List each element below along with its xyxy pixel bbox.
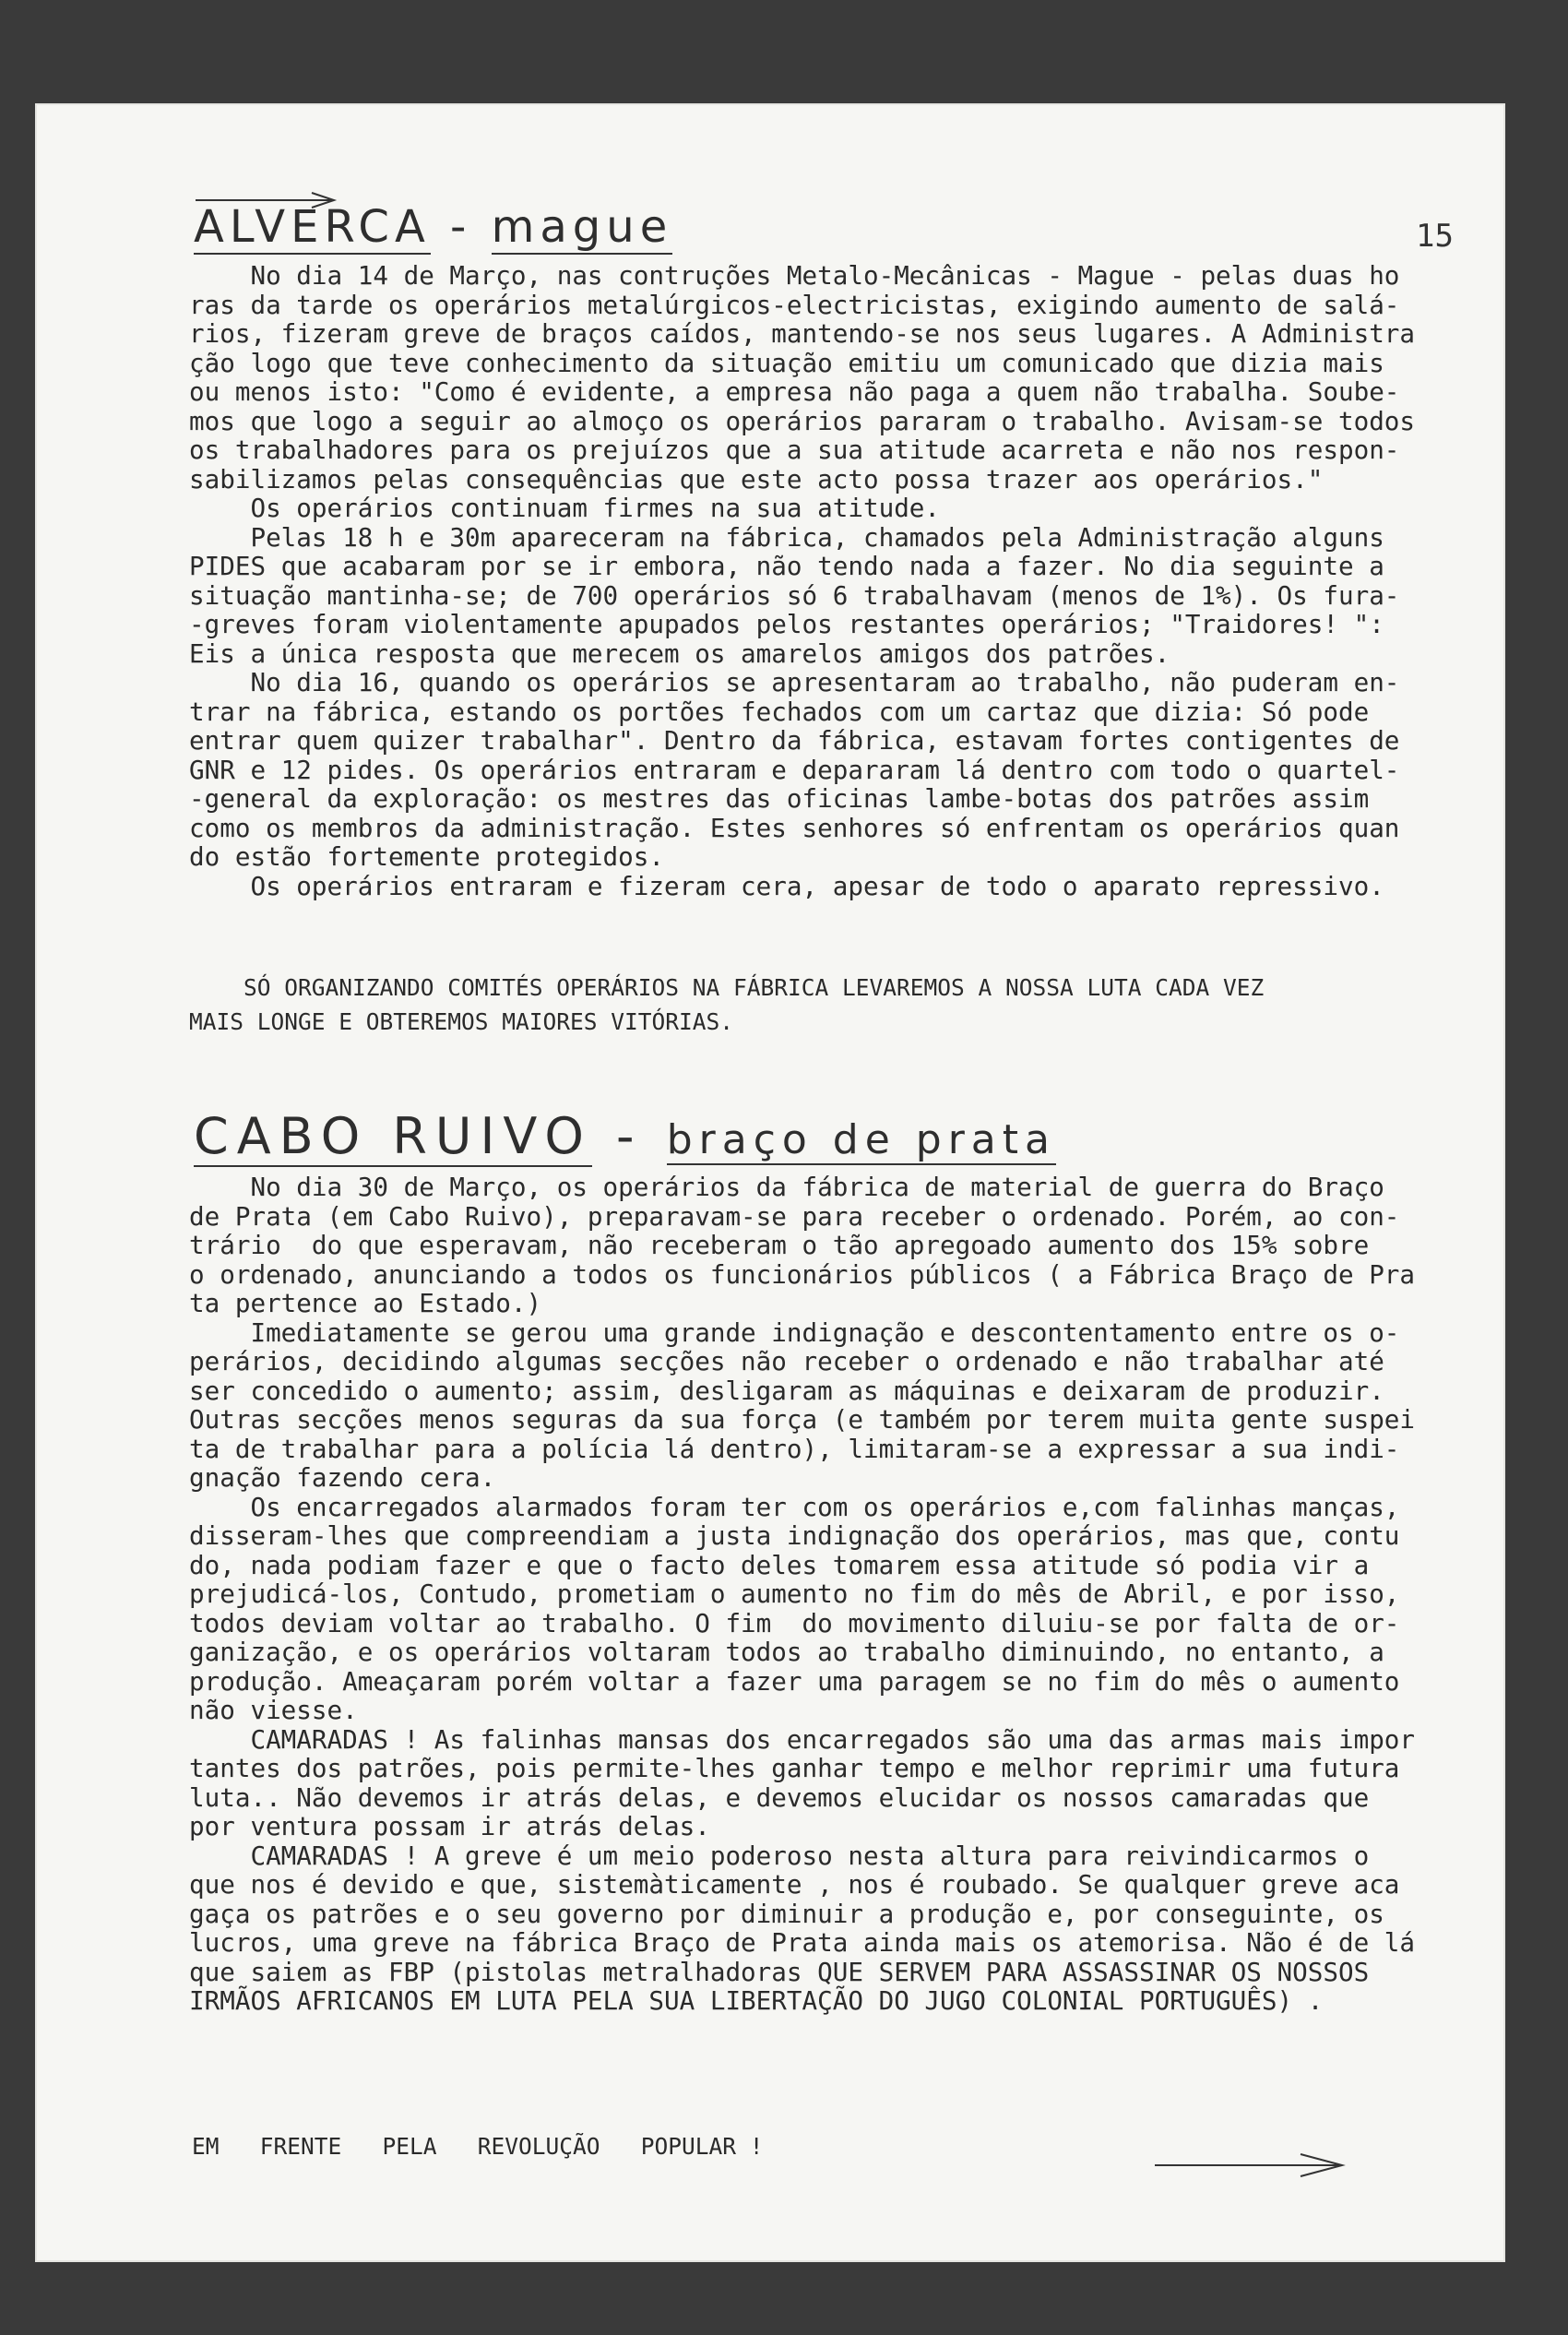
page-number: 15 <box>1416 218 1454 255</box>
next-page-arrow-icon <box>1153 2151 1347 2179</box>
article-body-cabo-ruivo: No dia 30 de Março, os operários da fábrica de material de guerra do Braço de Prata (em Cabo Ruivo), preparavam-se para receber o ordenado. Porém, ao con- trário do que esperavam, não receberam o tão apregoado aumento dos 15% sobre o ordenado, anunciando a todos os funcionários públicos ( a Fábrica Braço de Pra ta pertence ao Estado.) Imediatamente se gerou uma grande indignação e descontentamento entre os o- perários, decidindo algumas secções não receber o ordenado e não trabalhar até ser concedido o aumento; assim, desligaram as máquinas e deixaram de produzir. Outras secções menos seguras da sua força (e também por terem muita gente suspei ta de trabalhar para a polícia lá dentro), limitaram-se a expressar a sua indi- gnação fazendo cera. Os encarregados alarmados foram ter com os operários e,com falinhas manças, disseram-lhes que compreendiam a justa indignação dos operários, mas que, contu do, nada podiam fazer e que o facto deles tomarem essa atitude só podia vir a prejudicá-los, Contudo, prometiam o aumento no fim do mês de Abril, e por isso, todos deviam voltar ao trabalho. O fim do movimento diluiu-se por falta de or- ganização, e os operários voltaram todos ao trabalho diminuindo, no entanto, a produção. Ameaçaram porém voltar a fazer uma paragem se no fim do mês o aumento não viesse. CAMARADAS ! As falinhas mansas dos encarregados são uma das armas mais impor tantes dos patrões, pois permite-lhes ganhar tempo e melhor reprimir uma futura luta.. Não devemos ir atrás delas, e devemos elucidar os nossos camaradas que por ventura possam ir atrás delas. CAMARADAS ! A greve é um meio poderoso nesta altura para reivindicarmos o que nos é devido e que, sistemàticamente , nos é roubado. Se qualquer greve aca gaça os patrões e o seu governo por diminuir a produção e, por conseguinte, os lucros, uma greve na fábrica Braço de Prata ainda mais os atemorisa. Não é de lá que saiem as FBP (pistolas metralhadoras QUE SERVEM PARA ASSASSINAR OS NOSSOS IRMÃOS AFRICANOS EM LUTA PELA SUA LIBERTAÇÃO DO JUGO COLONIAL PORTUGUÊS) . <box>189 1172 1416 2016</box>
title-subtitle: mague <box>491 201 673 253</box>
section-title-cabo-ruivo <box>194 1107 1056 1165</box>
title-place: ALVERCA <box>194 201 431 253</box>
section-title-alverca <box>194 201 672 253</box>
article-body-alverca: No dia 14 de Março, nas contruções Metalo-Mecânicas - Mague - pelas duas ho ras da tarde os operários metalúrgicos-electricistas, exigindo aumento de salá- rios, fizeram greve de braços caídos, mantendo-se nos seus lugares. A Administra ção logo que teve conhecimento da situação emitiu um comunicado que dizia mais ou menos isto: "Como é evidente, a empresa não paga a quem não trabalha. Soube- mos que logo a seguir ao almoço os operários pararam o trabalho. Avisam-se todos os trabalhadores para os prejuízos que a sua atitude acarreta e não nos respon- sabilizamos pelas consequências que este acto possa trazer aos operários." Os operários continuam firmes na sua atitude. Pelas 18 h e 30m apareceram na fábrica, chamados pela Administração alguns PIDES que acabaram por se ir embora, não tendo nada a fazer. No dia seguinte a situação mantinha-se; de 700 operários só 6 trabalhavam (menos de 1%). Os fura- -greves foram violentamente apupados pelos restantes operários; "Traidores! ": Eis a única resposta que merecem os amarelos amigos dos patrões. No dia 16, quando os operários se apresentaram ao trabalho, não puderam en- trar na fábrica, estando os portões fechados com um cartaz que dizia: Só pode entrar quem quizer trabalhar". Dentro da fábrica, estavam fortes contigentes de GNR e 12 pides. Os operários entraram e depararam lá dentro com todo o quartel- -general da exploração: os mestres das oficinas lambe-botas dos patrões assim como os membros da administração. Estes senhores só enfrentam os operários quan do estão fortemente protegidos. Os operários entraram e fizeram cera, apesar de todo o aparato repressivo. <box>189 260 1416 901</box>
title-separator: - <box>591 1107 667 1165</box>
title-separator: - <box>430 201 492 253</box>
footer-slogan: EM FRENTE PELA REVOLUÇÃO POPULAR ! <box>192 2133 764 2160</box>
title-subtitle: braço de prata <box>666 1116 1056 1163</box>
title-place: CABO RUIVO <box>194 1107 592 1165</box>
slogan-alverca: SÓ ORGANIZANDO COMITÉS OPERÁRIOS NA FÁBRICA LEVAREMOS A NOSSA LUTA CADA VEZ MAIS LONGE E OBTEREMOS MAIORES VITÓRIAS. <box>189 974 1265 1035</box>
